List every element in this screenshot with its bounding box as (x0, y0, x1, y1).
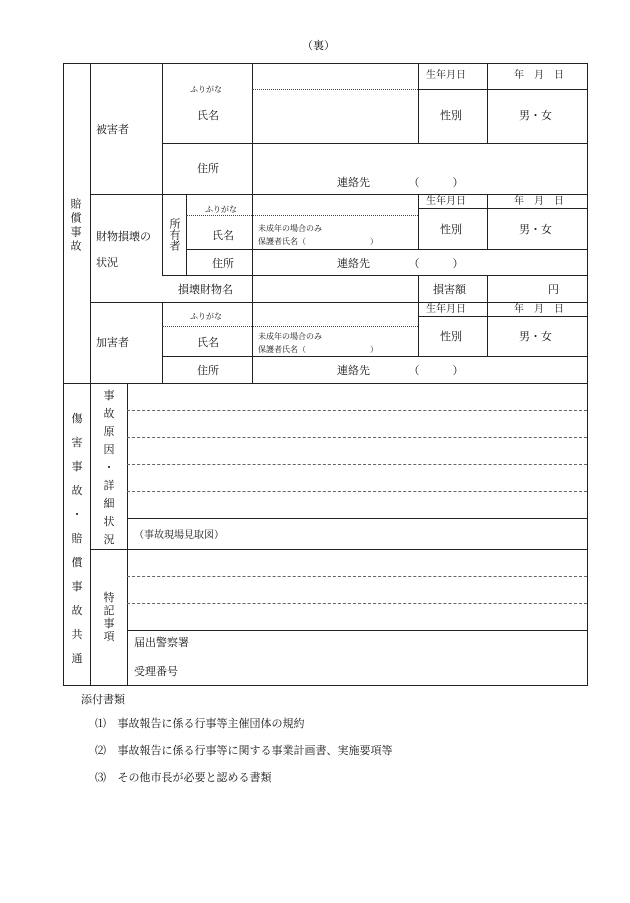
damage-amount-label: 損害額 (433, 283, 466, 296)
victim-name-label: 氏名 (197, 109, 219, 122)
attachment-num: ⑶ (95, 771, 106, 784)
section-label-baisho: 賠償事故 (69, 198, 82, 254)
page-title: （裏） (302, 39, 335, 52)
property-minor-note-2: 保護者氏名（ ） (258, 237, 378, 246)
property-minor-note-1: 未成年の場合のみ (258, 224, 322, 233)
property-birth-value: 年 月 日 (514, 196, 564, 207)
attachment-text: 事故報告に係る行事等主催団体の規約 (117, 717, 305, 730)
property-label-line2: 状況 (96, 256, 118, 269)
property-label-line1: 財物損壊の (96, 230, 151, 243)
police-station-label: 届出警察署 (134, 636, 189, 649)
perpetrator-furigana-label: ふりがな (190, 312, 222, 321)
special-notes-label: 特 記 事 項 (103, 591, 115, 643)
perpetrator-name-label: 氏名 (197, 336, 219, 349)
perpetrator-contact: 連絡先 （ ） (337, 364, 464, 377)
property-name-label: 氏名 (212, 229, 234, 242)
perpetrator-address-label: 住所 (197, 364, 219, 377)
perpetrator-birth-label: 生年月日 (426, 304, 466, 315)
victim-address-label: 住所 (197, 162, 219, 175)
receipt-number-label: 受理番号 (134, 665, 178, 678)
attachments-title: 添付書類 (81, 693, 125, 706)
perpetrator-birth-value: 年 月 日 (514, 304, 564, 315)
victim-gender-value: 男・女 (519, 109, 552, 122)
attachment-item (95, 745, 393, 756)
property-gender-value: 男・女 (519, 223, 552, 236)
cause-label: 事 故 原 因 ・ 詳 細 状 況 (103, 389, 115, 546)
perpetrator-minor-note-2: 保護者氏名（ ） (258, 345, 378, 354)
victim-birth-value: 年 月 日 (514, 70, 564, 81)
damaged-item-label: 損壊財物名 (178, 283, 233, 296)
sketch-note: （事故現場見取図） (134, 530, 224, 541)
attachment-num: ⑴ (95, 717, 106, 730)
victim-label: 被害者 (96, 123, 129, 136)
owner-label: 所有者 (168, 218, 181, 251)
victim-gender-label: 性別 (440, 109, 462, 122)
property-contact: 連絡先 （ ） (337, 257, 464, 270)
property-address-label: 住所 (212, 257, 234, 270)
property-gender-label: 性別 (440, 223, 462, 236)
attachment-item (95, 772, 272, 783)
section-label-common: 傷 害 事 故 ・ 賠 償 事 故 共 通 (71, 412, 83, 665)
attachment-num: ⑵ (95, 744, 106, 757)
victim-contact: 連絡先 （ ） (337, 176, 464, 189)
perpetrator-label: 加害者 (96, 336, 129, 349)
victim-birth-label: 生年月日 (426, 70, 466, 81)
attachment-text: その他市長が必要と認める書類 (117, 771, 272, 784)
victim-furigana-label: ふりがな (190, 85, 222, 94)
attachment-item (95, 718, 305, 729)
perpetrator-minor-note-1: 未成年の場合のみ (258, 332, 322, 341)
perpetrator-gender-label: 性別 (440, 330, 462, 343)
attachment-text: 事故報告に係る行事等に関する事業計画書、実施要項等 (117, 744, 393, 757)
property-furigana-label: ふりがな (205, 205, 237, 214)
yen-unit: 円 (548, 283, 559, 296)
property-birth-label: 生年月日 (426, 196, 466, 207)
perpetrator-gender-value: 男・女 (519, 330, 552, 343)
